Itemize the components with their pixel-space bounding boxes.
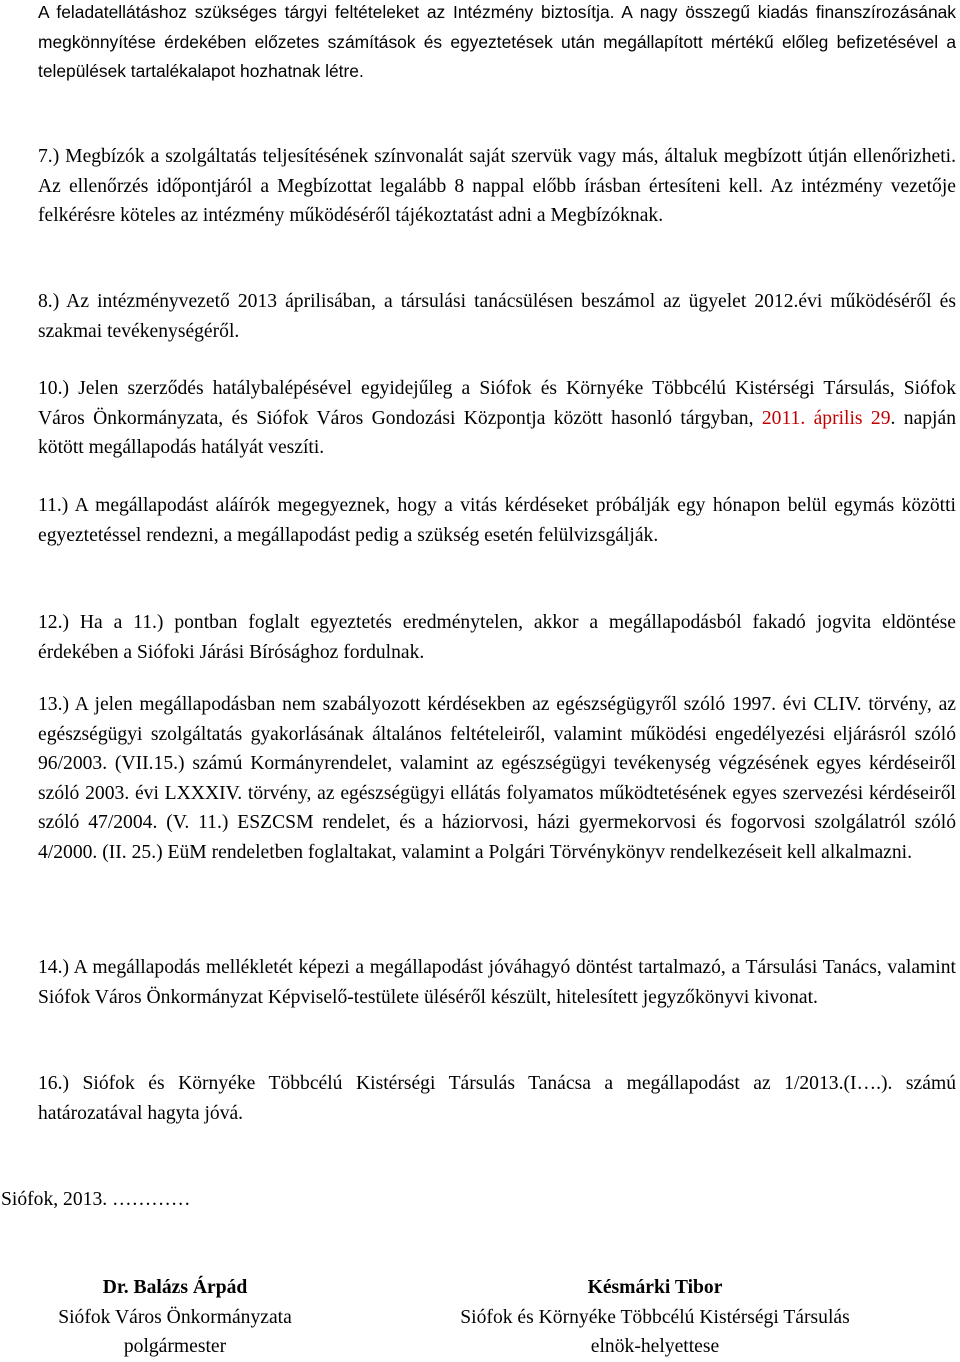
- paragraph-7-text-a: 7.) Megbízók a szolgáltatás teljesítésének színvonalát saját szervük vagy más, általuk megbízott útján ellenőrizheti.: [38, 146, 956, 167]
- paragraph-10: [38, 374, 956, 463]
- paragraph-8: [38, 287, 956, 346]
- paragraph-intro-text: A feladatellátáshoz szükséges tárgyi feltételeket az Intézmény biztosítja. A nagy összegű kiadás finanszírozásának megkönnyítése érdekében előzetes számítások és egyeztetések után megállapított mértékű előleg befizetésével a települések tartalékalapot hozhatnak létre.: [38, 2, 956, 81]
- paragraph-10-date-year: 2011.: [761, 407, 814, 429]
- paragraph-11-text: 11.) A megállapodást aláírók megegyeznek, hogy a vitás kérdéseket próbálják egy hónapon belül egymás közötti egyeztetéssel rendezni, a megállapodást pedig a szükség esetén felülvizsgálják.: [38, 495, 956, 546]
- paragraph-8-text: 8.) Az intézményvezető 2013 áprilisában, a társulási tanácsülésen beszámol az ügyelet 2012.évi működéséről és szakmai tevékenységéről.: [38, 291, 956, 342]
- paragraph-12-text: 12.) Ha a 11.) pontban foglalt egyeztetés eredménytelen, akkor a megállapodásból fakadó jogvita eldöntése érdekében a Siófoki Járási Bírósághoz fordulnak.: [38, 612, 956, 663]
- paragraph-14: [38, 953, 956, 1012]
- signatory-name-right: Késmárki Tibor: [587, 1277, 723, 1298]
- paragraph-10-date-day: április 29: [813, 407, 891, 429]
- paragraph-intro: [38, 0, 956, 87]
- signatory-org-left: Siófok Város Önkormányzata: [58, 1306, 292, 1328]
- signatory-name-left: Dr. Balázs Árpád: [102, 1277, 248, 1298]
- paragraph-12: [38, 608, 956, 667]
- signature-block-left: [10, 1273, 340, 1362]
- signatory-role-right: elnök-helyettese: [590, 1336, 720, 1357]
- place-and-date: Siófok, 2013. …………: [1, 1189, 191, 1210]
- paragraph-16: [38, 1069, 956, 1128]
- paragraph-14-text: 14.) A megállapodás mellékletét képezi a megállapodást jóváhagyó döntést tartalmazó, a Társulási Tanács, valamint Siófok Város Önkormányzat Képviselő-testülete üléséről készült, hitelesített jegyzőkönyvi kivonat.: [38, 957, 956, 1008]
- paragraph-10-text-a: 10.) Jelen szerződés hatálybalépésével egyidejűleg a Siófok és Környéke Többcélú Kistérségi Társulás, Siófok Város Önkormányzata, és Siófok Város Gondozási Központja között hasonló tárgyban,: [38, 378, 956, 429]
- paragraph-16-text: 16.) Siófok és Környéke Többcélú Kistérségi Társulás Tanácsa a megállapodást az 1/2013.(I….). számú határozatával hagyta jóvá.: [38, 1073, 956, 1124]
- paragraph-10-text-b: . napján kötött megállapodás hatályát veszíti.: [38, 407, 956, 458]
- signatory-role-left: polgármester: [123, 1336, 227, 1357]
- paragraph-11: [38, 491, 956, 550]
- paragraph-13-text: 13.) A jelen megállapodásban nem szabályozott kérdésekben az egészségügyről szóló 1997. évi CLIV. törvény, az egészségügyi szolgáltatás gyakorlásának általános feltételeiről, valamint működési engedélyezési eljárásról szóló 96/2003. (VII.15.) számú Kormányrendelet, valamint az egészségügyi tevékenység végzésének egyes kérdéseiről szóló 2003. évi LXXXIV. törvény, az egészségügyi ellátás folyamatos működtetésének egyes szervezési kérdéseiről szóló 47/2004. (V. 11.) ESZCSM rendelet, és a háziorvosi, házi gyermekorvosi és fogorvosi szolgálatról szóló 4/2000. (II. 25.) EüM rendeletben foglaltakat, valamint a Polgári Törvénykönyv rendelkezéseit kell alkalmazni.: [38, 694, 956, 863]
- signature-block-right: [420, 1273, 890, 1362]
- paragraph-7-text-b: Az ellenőrzés időpontjáról a Megbízottat legalább 8 nappal előbb írásban értesíteni kell. Az intézmény vezetője felkérésre köteles az intézmény működéséről tájékoztatást adni a Megbízóknak.: [38, 175, 956, 226]
- signatory-org-right: Siófok és Környéke Többcélú Kistérségi Társulás: [460, 1306, 850, 1328]
- paragraph-7: [38, 142, 956, 231]
- paragraph-13: [38, 690, 956, 867]
